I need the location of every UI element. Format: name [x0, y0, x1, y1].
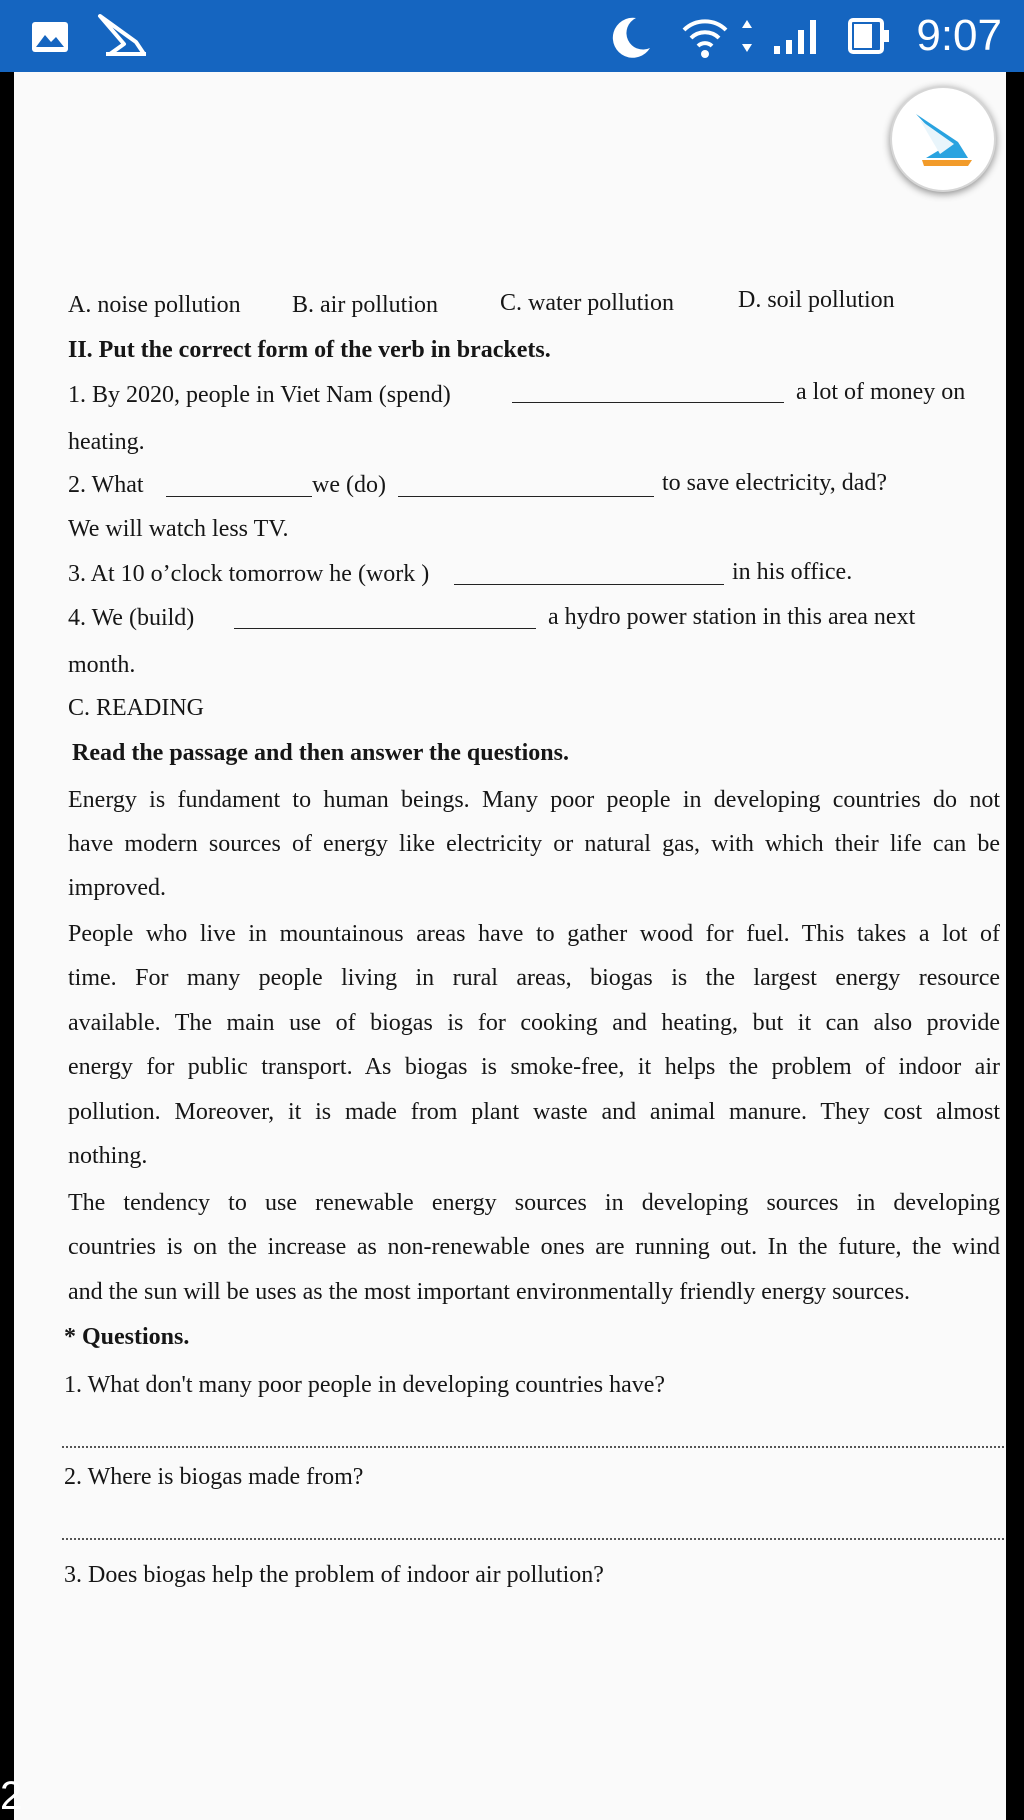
question-4-text: 4. We (build): [68, 605, 195, 631]
answer-line-2: [62, 1538, 1004, 1540]
option-a: A. noise pollution: [68, 292, 241, 318]
question-2-text-mid: we (do): [312, 472, 386, 498]
answer-blank-1: [512, 402, 784, 403]
data-arrows-icon: [740, 18, 754, 54]
gallery-icon: [30, 20, 70, 54]
para-1-line-1: Energy is fundament to human beings. Many poor people in developing countries do not: [68, 787, 1000, 813]
status-bar: [0, 0, 1024, 72]
option-b: B. air pollution: [292, 292, 438, 318]
question-3-text: 3. At 10 o’clock tomorrow he (work ): [68, 561, 430, 587]
para-3-line-2: countries is on the increase as non-renewable ones are running out. In the future, the wind: [68, 1234, 1000, 1260]
app-logo-icon: [96, 12, 150, 58]
signal-icon: [772, 16, 820, 56]
reading-question-1: 1. What don't many poor people in developing countries have?: [64, 1372, 666, 1398]
question-1-text-end: heating.: [68, 429, 145, 455]
para-3-line-3: and the sun will be uses as the most important environmentally friendly energy sources.: [68, 1279, 911, 1305]
para-3-line-1: The tendency to use renewable energy sources in developing sources in developing: [68, 1190, 1000, 1216]
answer-blank-3: [454, 584, 724, 585]
questions-heading: * Questions.: [64, 1324, 190, 1350]
para-2-line-2: time. For many people living in rural areas, biogas is the largest energy resource: [68, 965, 1000, 991]
reading-question-3: 3. Does biogas help the problem of indoor air pollution?: [64, 1562, 604, 1588]
floating-app-button[interactable]: [890, 86, 996, 192]
option-d: D. soil pollution: [738, 287, 895, 313]
question-2-answer: We will watch less TV.: [68, 516, 289, 542]
reading-instruction: Read the passage and then answer the questions.: [72, 740, 569, 766]
para-2-line-6: nothing.: [68, 1143, 148, 1169]
answer-blank-2a: [166, 496, 312, 497]
para-2-line-4: energy for public transport. As biogas is smoke-free, it helps the problem of indoor air: [68, 1054, 1000, 1080]
section-heading-verbs: II. Put the correct form of the verb in brackets.: [68, 337, 551, 363]
question-4-text-end: month.: [68, 652, 136, 678]
para-2-line-3: available. The main use of biogas is for cooking and heating, but it can also provide: [68, 1010, 1000, 1036]
question-2-text: 2. What: [68, 472, 144, 498]
question-1-text: 1. By 2020, people in Viet Nam (spend): [68, 382, 451, 408]
clock: 9:07: [916, 11, 1002, 60]
answer-line-1: [62, 1446, 1004, 1448]
question-2-text-end: to save electricity, dad?: [662, 470, 887, 496]
reading-question-2: 2. Where is biogas made from?: [64, 1464, 364, 1490]
option-c: C. water pollution: [500, 290, 674, 316]
book-logo-icon: [910, 106, 976, 172]
para-2-line-1: People who live in mountainous areas have to gather wood for fuel. This takes a lot of: [68, 921, 1000, 947]
reading-heading: C. READING: [68, 695, 204, 721]
para-1-line-3: improved.: [68, 875, 166, 901]
para-2-line-5: pollution. Moreover, it is made from plant waste and animal manure. They cost almost: [68, 1099, 1000, 1125]
side-page-number: 2: [0, 1774, 23, 1818]
question-4-text-cont: a hydro power station in this area next: [548, 604, 916, 630]
answer-blank-2b: [398, 496, 654, 497]
question-3-text-end: in his office.: [732, 559, 853, 585]
para-1-line-2: have modern sources of energy like electricity or natural gas, with which their life can be: [68, 831, 1000, 857]
wifi-icon: [680, 14, 730, 60]
battery-icon: [848, 18, 892, 54]
question-1-text-cont: a lot of money on: [796, 379, 966, 405]
moon-icon: [606, 14, 652, 60]
answer-blank-4: [234, 628, 536, 629]
